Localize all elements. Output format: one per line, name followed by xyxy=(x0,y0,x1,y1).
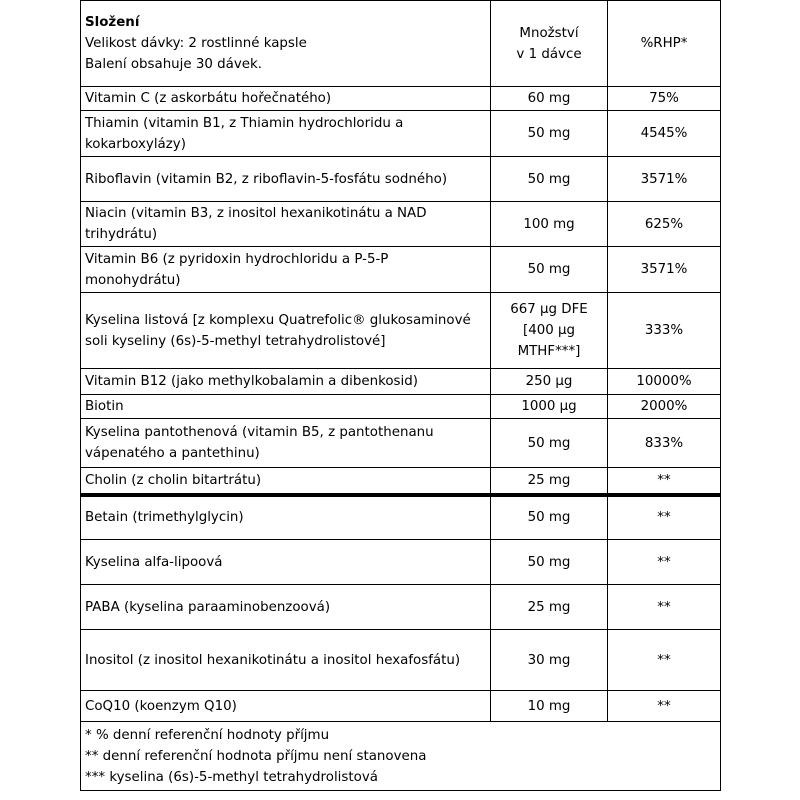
ingredient-name: Vitamin B12 (jako methylkobalamin a dibenkosid) xyxy=(81,369,491,395)
composition-table xyxy=(80,0,721,791)
ingredient-amount: 667 µg DFE [400 µg MTHF***] xyxy=(491,293,608,369)
table-row xyxy=(81,691,721,722)
ingredient-rhp: ** xyxy=(608,630,721,691)
ingredient-rhp: 2000% xyxy=(608,395,721,419)
table-row xyxy=(81,630,721,691)
ingredient-name: Cholin (z cholin bitartrátu) xyxy=(81,468,491,495)
table-title: Složení xyxy=(85,15,140,30)
table-body xyxy=(81,1,721,791)
ingredient-rhp: 333% xyxy=(608,293,721,369)
ingredient-rhp: ** xyxy=(608,585,721,630)
amount-header-cell xyxy=(491,1,608,87)
ingredient-name: Kyselina pantothenová (vitamin B5, z pantothenanu vápenatého a pantethinu) xyxy=(81,419,491,468)
ingredient-name: Inositol (z inositol hexanikotinátu a inositol hexafosfátu) xyxy=(81,630,491,691)
table-row xyxy=(81,395,721,419)
ingredient-rhp: 10000% xyxy=(608,369,721,395)
footnote-mthf: *** kyselina (6s)-5-methyl tetrahydrolistová xyxy=(85,769,378,785)
ingredient-amount: 50 mg xyxy=(491,495,608,540)
ingredient-amount: 30 mg xyxy=(491,630,608,691)
servings-per-pack: Balení obsahuje 30 dávek. xyxy=(85,57,263,72)
ingredient-amount: 50 mg xyxy=(491,419,608,468)
ingredient-name: Betain (trimethylglycin) xyxy=(81,495,491,540)
ingredient-amount: 50 mg xyxy=(491,247,608,293)
ingredient-amount: 50 mg xyxy=(491,111,608,157)
table-row xyxy=(81,247,721,293)
ingredient-name: CoQ10 (koenzym Q10) xyxy=(81,691,491,722)
ingredient-amount: 25 mg xyxy=(491,468,608,495)
ingredient-amount: 50 mg xyxy=(491,157,608,202)
table-row xyxy=(81,495,721,540)
ingredient-amount: 250 µg xyxy=(491,369,608,395)
ingredient-name: Riboflavin (vitamin B2, z riboflavin-5-fosfátu sodného) xyxy=(81,157,491,202)
ingredient-name: Vitamin B6 (z pyridoxin hydrochloridu a P-5-P monohydrátu) xyxy=(81,247,491,293)
ingredient-rhp: 3571% xyxy=(608,247,721,293)
ingredient-amount: 1000 µg xyxy=(491,395,608,419)
header-info-cell xyxy=(81,1,491,87)
table-row xyxy=(81,202,721,247)
table-row xyxy=(81,293,721,369)
ingredient-amount: 50 mg xyxy=(491,540,608,585)
footnote-rhp: * % denní referenční hodnoty příjmu xyxy=(85,727,330,743)
ingredient-rhp: 3571% xyxy=(608,157,721,202)
ingredient-name: Kyselina alfa-lipoová xyxy=(81,540,491,585)
ingredient-rhp: 4545% xyxy=(608,111,721,157)
table-row xyxy=(81,468,721,495)
ingredient-name: Vitamin C (z askorbátu hořečnatého) xyxy=(81,87,491,111)
table-row xyxy=(81,111,721,157)
ingredient-rhp: ** xyxy=(608,540,721,585)
footnotes-row xyxy=(81,722,721,791)
ingredient-rhp: ** xyxy=(608,691,721,722)
ingredient-rhp: 75% xyxy=(608,87,721,111)
ingredient-name: Biotin xyxy=(81,395,491,419)
amount-header-line1: Množství xyxy=(519,25,579,41)
ingredient-rhp: 833% xyxy=(608,419,721,468)
table-row xyxy=(81,419,721,468)
amount-header-line2: v 1 dávce xyxy=(516,46,582,62)
ingredient-name: PABA (kyselina paraaminobenzoová) xyxy=(81,585,491,630)
ingredient-amount: 25 mg xyxy=(491,585,608,630)
table-row xyxy=(81,585,721,630)
ingredient-amount: 10 mg xyxy=(491,691,608,722)
table-row xyxy=(81,540,721,585)
header-row xyxy=(81,1,721,87)
table-row xyxy=(81,369,721,395)
ingredient-amount: 60 mg xyxy=(491,87,608,111)
table-row xyxy=(81,87,721,111)
ingredient-amount: 100 mg xyxy=(491,202,608,247)
ingredient-rhp: ** xyxy=(608,468,721,495)
ingredient-name: Thiamin (vitamin B1, z Thiamin hydrochloridu a kokarboxylázy) xyxy=(81,111,491,157)
serving-size: Velikost dávky: 2 rostlinné kapsle xyxy=(85,36,307,51)
ingredient-name: Niacin (vitamin B3, z inositol hexanikotinátu a NAD trihydrátu) xyxy=(81,202,491,247)
footnotes-cell xyxy=(81,722,721,791)
ingredient-name: Kyselina listová [z komplexu Quatrefolic® glukosaminové soli kyseliny (6s)-5-methyl tetrahydrolistové] xyxy=(81,293,491,369)
rhp-header-cell: %RHP* xyxy=(608,1,721,87)
ingredient-rhp: ** xyxy=(608,495,721,540)
table-row xyxy=(81,157,721,202)
footnote-not-set: ** denní referenční hodnota příjmu není stanovena xyxy=(85,748,427,764)
ingredient-rhp: 625% xyxy=(608,202,721,247)
